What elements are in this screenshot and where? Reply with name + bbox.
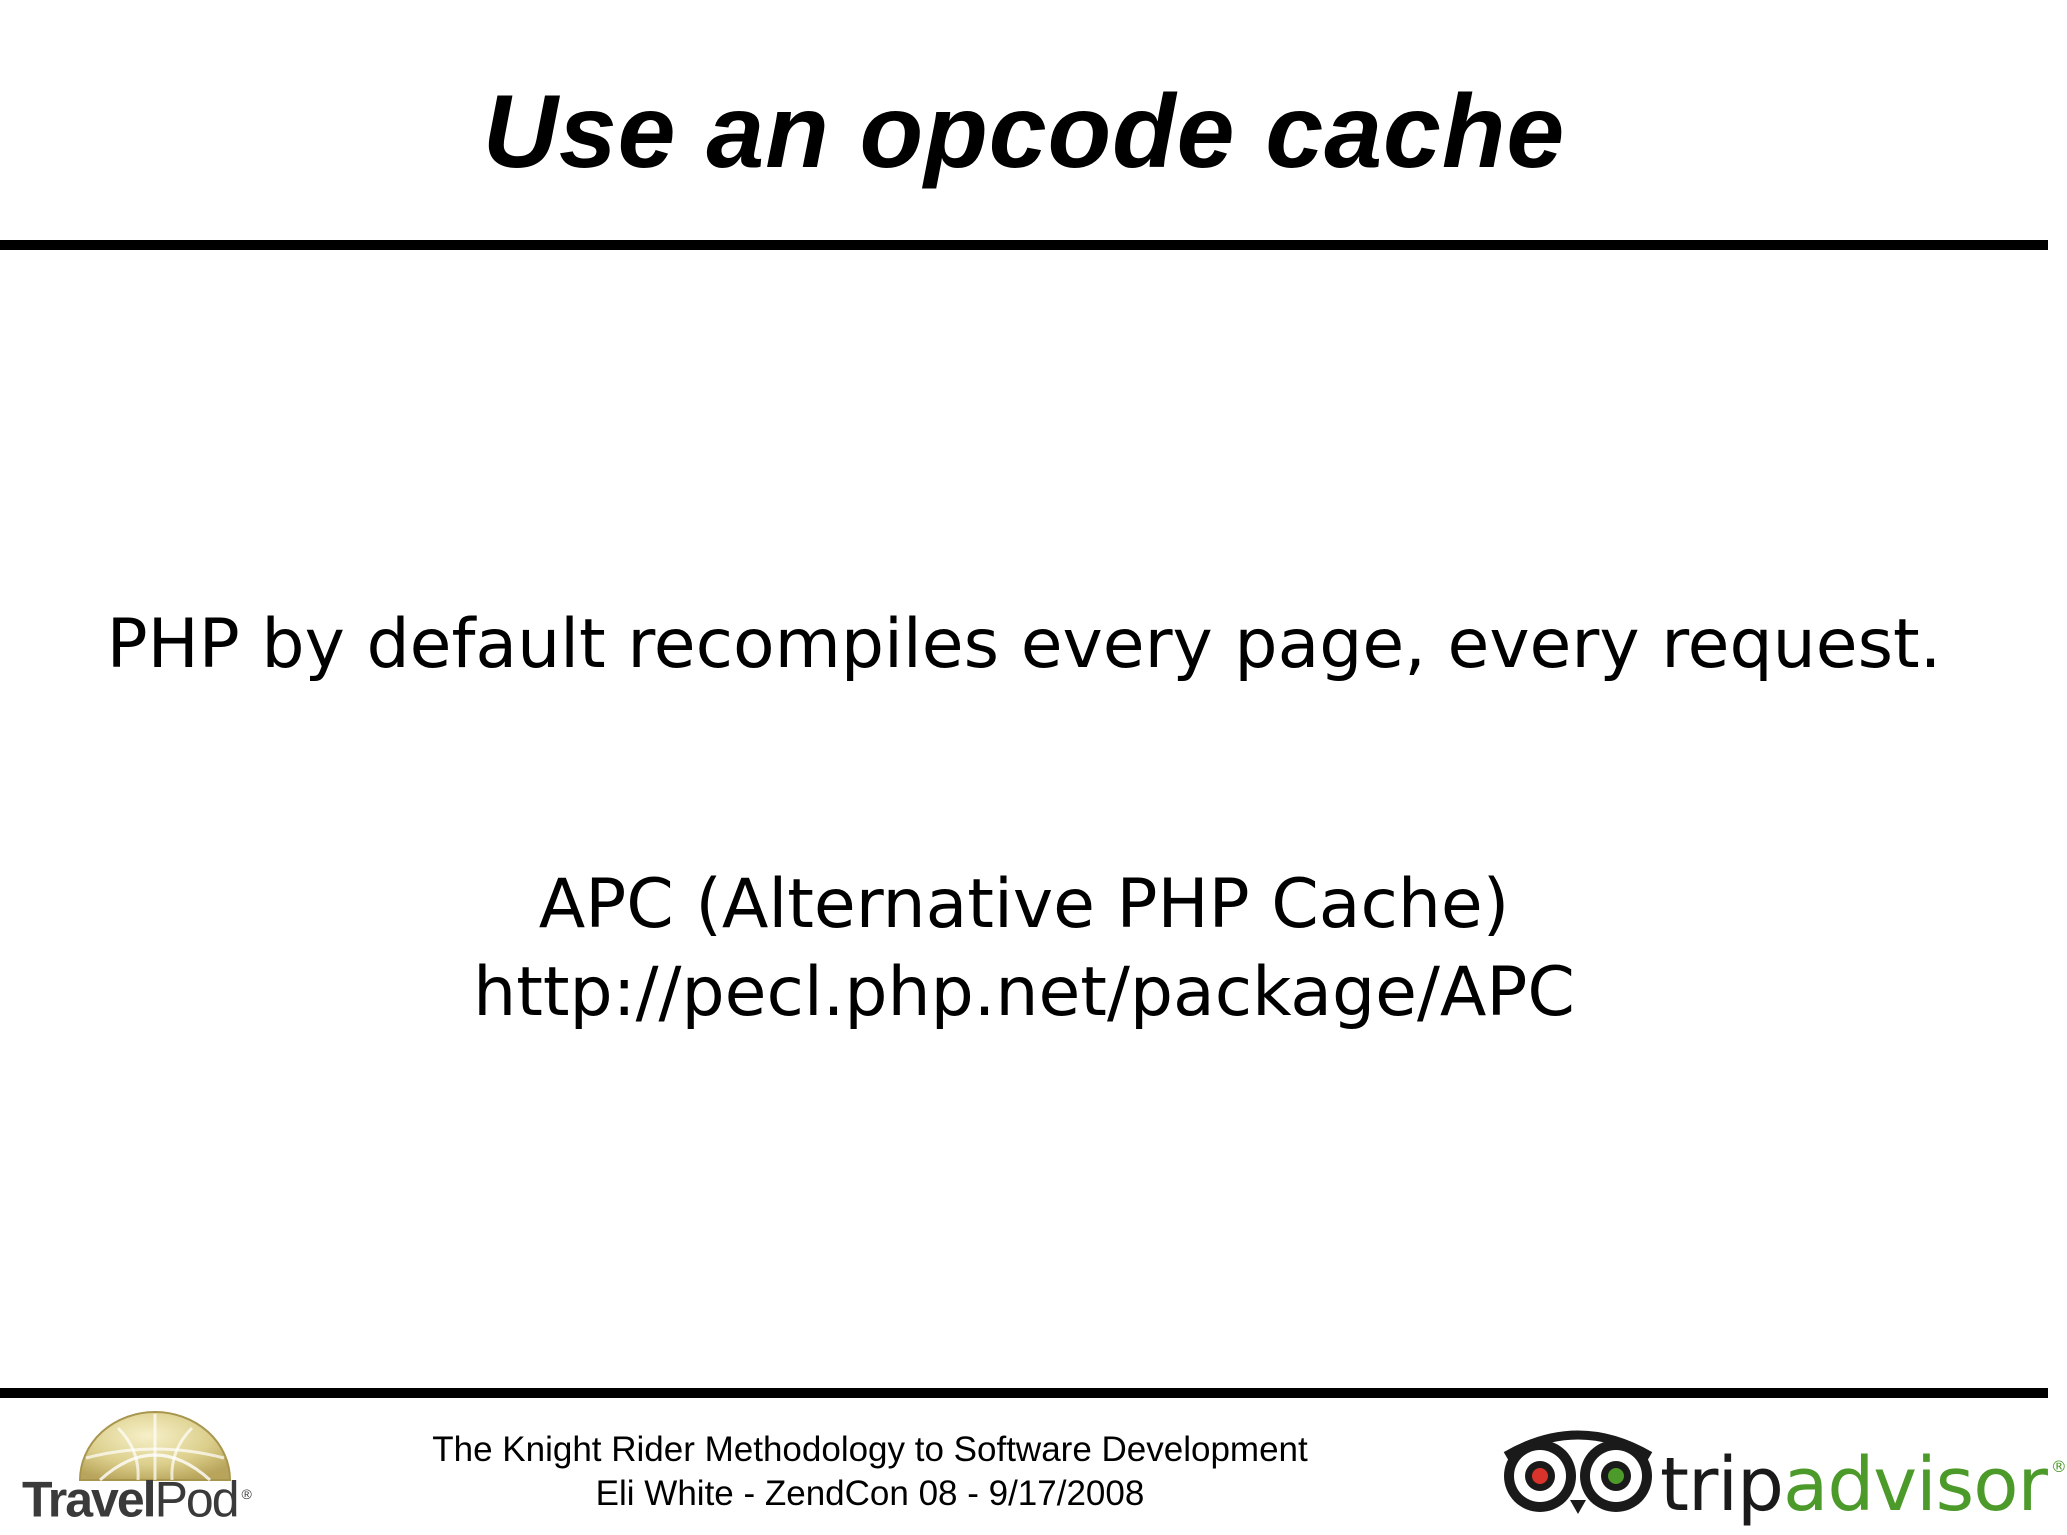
travelpod-registered-mark: ® [241,1486,252,1502]
footer-speaker-event-date: Eli White - ZendCon 08 - 9/17/2008 [595,1474,1145,1513]
slide-title: Use an opcode cache [482,74,1566,190]
tripadvisor-logo [1498,1418,2067,1528]
body-line-apc: APC (Alternative PHP Cache) [538,865,1510,944]
body-line-apc-url: http://pecl.php.net/package/APC [473,953,1575,1032]
tripadvisor-registered-mark: ® [2050,1457,2067,1476]
body-line-recompiles: PHP by default recompiles every page, every request. [106,605,1942,684]
tripadvisor-word-advisor: advisor [1782,1442,2047,1528]
travelpod-logo [20,1410,270,1528]
tripadvisor-word-trip: trip [1660,1442,1783,1528]
travelpod-wordmark [22,1466,252,1528]
owl-eyes-icon [1498,1418,1658,1518]
tripadvisor-wordmark [1660,1422,2067,1530]
footer-talk-title: The Knight Rider Methodology to Software Development [432,1430,1308,1469]
title-divider [0,240,2048,250]
travelpod-word-pod: Pod [154,1471,238,1528]
travelpod-word-travel: Travel [22,1471,155,1528]
footer-divider [0,1388,2048,1398]
